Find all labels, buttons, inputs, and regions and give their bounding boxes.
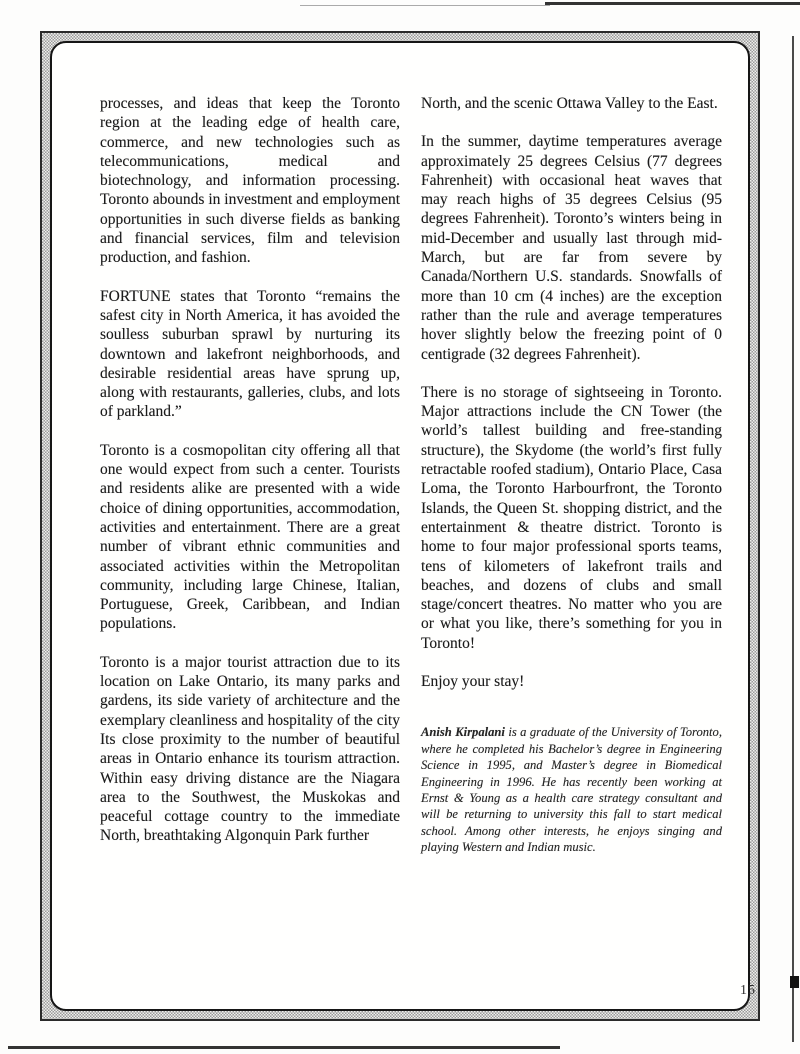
paragraph: In the summer, daytime temperatures average approximately 25 degrees Celsius (77 degrees Fahrenheit) with occasional heat waves that may reach highs of 35 degrees Celsius (95 degrees Fahrenheit). Toronto’s winters being in mid-December and usually last through mid-March, but are far from severe by Canada/Northern U.S. standards. Snowfalls of more than 10 cm (4 inches) are the exception rather than the rule and average temperatures hover slightly below the freezing point of 0 centigrade (32 degrees Fahrenheit). — [421, 133, 722, 363]
scan-artifact-right-edge — [792, 36, 794, 1042]
paragraph: North, and the scenic Ottawa Valley to the East. — [421, 95, 718, 112]
scan-artifact-bottom-edge — [8, 1046, 560, 1049]
paragraph: processes, and ideas that keep the Toronto region at the leading edge of health care, commerce, and new technologies such as telecommunications, medical and biotechnology, and information processing. Toronto abounds in investment and employment opportunities in such diverse fields as banking and financial services, film and television production, and fashion. — [100, 95, 400, 267]
right-column — [421, 94, 722, 875]
paragraph: FORTUNE states that Toronto “remains the safest city in North America, it has avoided the soulless suburban sprawl by nurturing its downtown and lakefront neighborhoods, and desirable residential areas have sprung up, along with restaurants, galleries, clubs, and lots of parkland.” — [100, 287, 400, 421]
paragraph: There is no storage of sightseeing in Toronto. Major attractions include the CN Tower (the world’s tallest building and free-standing structure), the Skydome (the world’s first fully retractable roofed stadium), Ontario Place, Casa Loma, the Toronto Harbourfront, the Toronto Islands, the Queen St. shopping district, and the entertainment & theatre district. Toronto is home to four major professional sports teams, tens of kilometers of lakefront trails and beaches, and dozens of clubs and small stage/concert theatres. No matter who you are or what you like, there’s something for you in Toronto! — [421, 383, 722, 652]
scan-artifact-top-edge — [545, 2, 800, 5]
author-bio — [421, 724, 722, 855]
author-bio-text: is a graduate of the University of Toronto, where he completed his Bachelor’s degree in Engineering Science in 1995, and Master’s degree in Biomedical Engineering in 1996. He has recently been working at Ernst & Young as a health care strategy consultant and will be returning to university this fall to start medical school. Among other interests, he enjoys singing and playing Western and Indian music. — [421, 725, 722, 855]
page-number: 15 — [740, 983, 756, 998]
paragraph: Toronto is a major tourist attraction due to its location on Lake Ontario, its many parks and gardens, its side variety of architecture and the exemplary cleanliness and hospitality of the city Its close proximity to the number of beautiful areas in Ontario enhance its tourism attraction. Within easy driving distance are the Niagara area to the Southwest, the Muskokas and peaceful cottage country to the immediate North, breathtaking Algonquin Park further — [100, 653, 400, 845]
closing-line: Enjoy your stay! — [421, 673, 525, 691]
left-column — [100, 94, 400, 865]
scan-artifact-top-edge-faint — [300, 5, 550, 6]
paragraph: Toronto is a cosmopolitan city offering all that one would expect from such a center. Tourists and residents alike are presented with a wide choice of dining opportunities, accommodation, activities and entertainment. There are a great number of vibrant ethnic communities and associated activities within the Metropolitan community, including large Chinese, Italian, Portuguese, Greek, Caribbean, and Indian populations. — [100, 441, 400, 633]
scan-artifact-ink-mark — [790, 976, 799, 988]
author-name: Anish Kirpalani — [421, 725, 505, 740]
